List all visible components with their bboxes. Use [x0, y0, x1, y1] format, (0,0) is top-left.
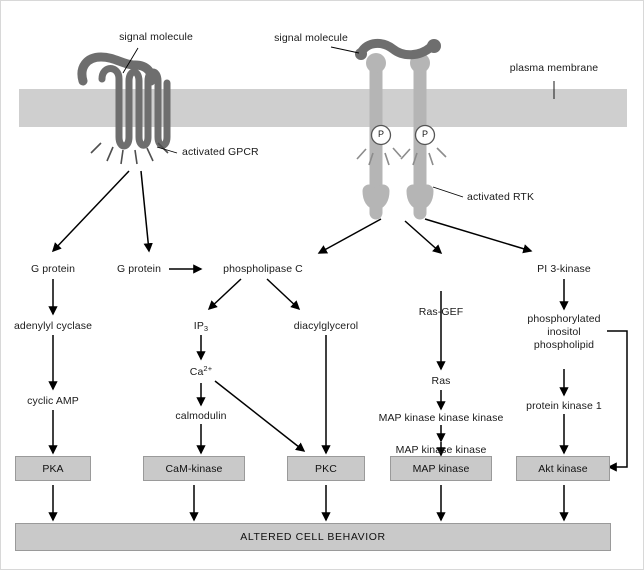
node-calcium: $Ca^{2+}$ — [189, 364, 213, 378]
node-ras-gef: Ras-GEF — [418, 306, 464, 318]
phosphate-label-right: P — [421, 129, 429, 139]
effector-box-cam-kinase: CaM-kinase — [143, 456, 245, 481]
plasma-membrane-band — [19, 89, 627, 127]
callout-activated-gpcr: activated GPCR — [182, 146, 259, 158]
node-phosphoinositide-line3: phospholipid — [533, 339, 595, 351]
callout-activated-rtk: activated RTK — [467, 191, 535, 203]
callout-plasma-membrane: plasma membrane — [509, 62, 599, 74]
node-pi3-kinase: PI 3-kinase — [537, 263, 591, 275]
phosphate-label-left: P — [377, 129, 385, 139]
diagram-graphics — [1, 1, 644, 570]
effector-box-pkc: PKC — [287, 456, 365, 481]
node-g-protein-1: G protein — [30, 263, 76, 275]
outcome-bar: ALTERED CELL BEHAVIOR — [15, 523, 611, 551]
node-ras: Ras — [431, 375, 451, 387]
callout-signal-molecule-left: signal molecule — [119, 31, 193, 43]
node-calmodulin: calmodulin — [175, 410, 227, 422]
akt-recruitment-bracket — [607, 331, 627, 467]
node-diacylglycerol: diacylglycerol — [293, 320, 359, 332]
node-map-kinase-kinase-kinase: MAP kinase kinase kinase — [378, 412, 504, 424]
node-cyclic-amp: cyclic AMP — [27, 395, 79, 407]
node-phosphoinositide-line2: inositol — [547, 326, 581, 338]
effector-box-pka: PKA — [15, 456, 91, 481]
effector-box-map-kinase: MAP kinase — [390, 456, 492, 481]
node-phosphoinositide-line1: phosphorylated — [527, 313, 601, 325]
effector-box-akt-kinase: Akt kinase — [516, 456, 610, 481]
node-g-protein-2: G protein — [116, 263, 162, 275]
callout-signal-molecule-right: signal molecule — [274, 32, 348, 44]
node-protein-kinase-1: protein kinase 1 — [526, 400, 602, 412]
signal-molecule-right-shape — [355, 39, 441, 60]
node-map-kinase-kinase: MAP kinase kinase — [395, 444, 487, 456]
node-phospholipase-c: phospholipase C — [223, 263, 303, 275]
node-ip3: $IP_3$ — [193, 320, 209, 333]
node-adenylyl-cyclase: adenylyl cyclase — [13, 320, 93, 332]
